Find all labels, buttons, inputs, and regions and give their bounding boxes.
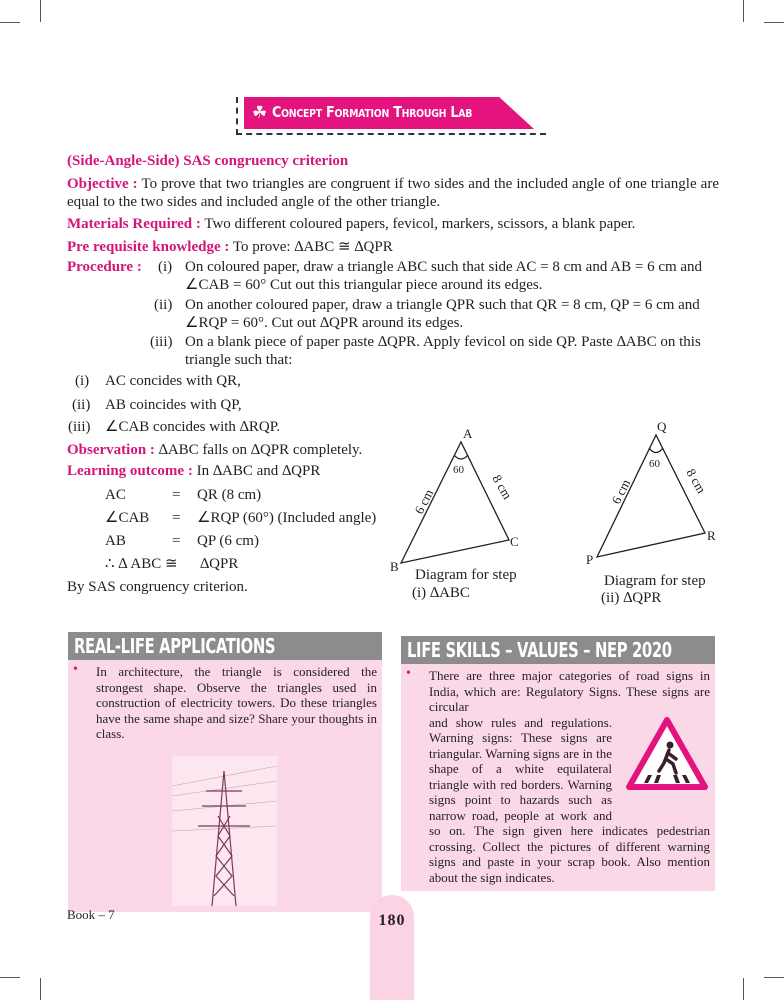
life-skills-text-2: and show rules and regulations. Warning signs: These signs are triangular. Warning signs are in the shape of a white equilateral triangle with red borders. Warning signs point to hazards such as narrow road, people at work <box>429 714 612 823</box>
page-number: 180 <box>378 912 406 929</box>
side-label: 8 cm <box>489 472 516 502</box>
life-skills-text-1: There are three major categories of road signs in India, which are: Regulatory Signs. These signs are circular <box>429 668 710 714</box>
condition: ∠CAB concides with ∆RQP. <box>105 419 281 435</box>
side-label: 6 cm <box>411 486 437 517</box>
crop-mark <box>764 22 784 23</box>
crop-mark <box>764 977 784 978</box>
condition: AC concides with QR, <box>105 373 241 389</box>
sign-container <box>612 717 710 817</box>
angle-label: 60 <box>453 464 464 476</box>
crop-mark <box>40 978 41 1000</box>
page-tab <box>370 895 414 1000</box>
diagram-caption: (ii) ∆QPR <box>601 590 662 606</box>
side-label: 6 cm <box>608 476 634 507</box>
condition-num: (ii) <box>72 397 91 413</box>
book-label: Book – 7 <box>67 907 115 922</box>
bullet-icon: • <box>406 666 411 681</box>
conclusion: By SAS congruency criterion. <box>67 579 248 595</box>
life-skills-paragraph <box>429 715 710 886</box>
crop-mark <box>743 978 744 1000</box>
vertex-label: B <box>390 559 399 574</box>
diagram-caption: Diagram for step <box>604 573 706 589</box>
condition-num: (iii) <box>68 419 91 435</box>
section-title: (Side-Angle-Side) SAS congruency criterion <box>67 153 349 169</box>
scientist-icon: ☘ <box>252 103 268 122</box>
materials: Materials Required : Two different coloured papers, fevicol, markers, scissors, a blank paper. <box>67 216 636 232</box>
procedure-label: Procedure : <box>67 259 142 275</box>
side-label: 8 cm <box>683 466 710 496</box>
triangle-diagrams <box>384 415 740 610</box>
pedestrian-crossing-sign-icon <box>626 717 708 791</box>
life-skills-title: LIFE SKILLS – VALUES – NEP 2020 <box>401 636 715 664</box>
observation: Observation : ∆ABC falls on ∆QPR completely. <box>67 442 363 458</box>
vertex-label: P <box>586 552 594 567</box>
learning-outcome: Learning outcome : In ∆ABC and ∆QPR <box>67 463 321 479</box>
condition: AB coincides with QP, <box>105 397 242 413</box>
diagram-caption: (i) ∆ABC <box>412 585 470 601</box>
lab-banner <box>236 97 546 135</box>
angle-label: 60 <box>649 458 660 470</box>
bullet-icon: • <box>73 662 78 677</box>
life-skills-text-3: and so on. The sign given here indicates pedestrian crossing. Collect the pictures of different warning signs and paste in your scrap book. Also mention about the sign indicates. <box>429 807 710 885</box>
life-skills-box <box>401 636 715 891</box>
crop-mark <box>0 977 20 978</box>
banner-title: Concept Formation Through Lab <box>272 103 473 121</box>
vertex-label: A <box>463 426 473 441</box>
condition-num: (i) <box>75 373 90 389</box>
crop-mark <box>0 22 20 23</box>
vertex-label: Q <box>657 419 667 434</box>
crop-mark <box>40 0 41 22</box>
real-life-body <box>68 660 382 742</box>
electricity-tower-image <box>172 756 277 906</box>
life-skills-body <box>401 664 715 885</box>
diagram-caption: Diagram for step <box>415 567 517 583</box>
objective: Objective : To prove that two triangles are congruent if two sides and the included angle of one triangle are equal to the two sides and included angle of the other triangle. <box>67 176 719 210</box>
vertex-label: C <box>510 534 519 549</box>
real-life-title: REAL-LIFE APPLICATIONS <box>68 632 382 660</box>
vertex-label: R <box>707 528 716 543</box>
prereq: Pre requisite knowledge : To prove: ∆ABC ≅ ∆QPR <box>67 239 393 255</box>
real-life-box <box>68 632 382 912</box>
real-life-text: In architecture, the triangle is considered the strongest shape. Observe the triangles used in construction of electricity towers. Do these triangles have the same shape and size? Share your thoughts in class. <box>96 664 377 741</box>
crop-mark <box>743 0 744 22</box>
